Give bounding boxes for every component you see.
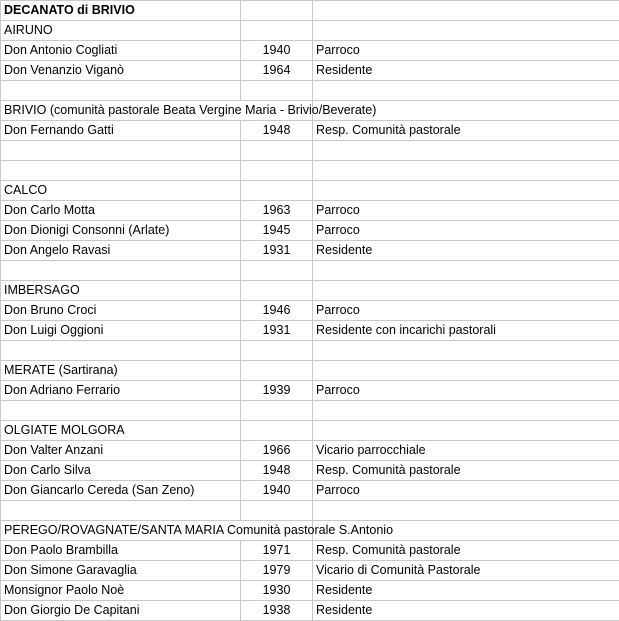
person-role: Resp. Comunità pastorale: [313, 541, 619, 561]
empty-cell: [241, 341, 313, 361]
section-name: CALCO: [1, 181, 241, 201]
section-header-row: [1, 281, 619, 301]
section-name: IMBERSAGO: [1, 281, 241, 301]
birth-year: 1971: [241, 541, 313, 561]
person-name: Don Angelo Ravasi: [1, 241, 241, 261]
person-row: [1, 301, 619, 321]
person-name: Don Venanzio Viganò: [1, 61, 241, 81]
empty-cell: [313, 141, 619, 161]
empty-cell: [1, 261, 241, 281]
person-role: Resp. Comunità pastorale: [313, 461, 619, 481]
person-role: Residente: [313, 241, 619, 261]
empty-cell: [313, 81, 619, 101]
person-name: Don Bruno Croci: [1, 301, 241, 321]
birth-year: 1939: [241, 381, 313, 401]
birth-year: 1946: [241, 301, 313, 321]
person-row: [1, 461, 619, 481]
section-name: MERATE (Sartirana): [1, 361, 241, 381]
empty-cell: [313, 21, 619, 41]
section-header-row: [1, 421, 619, 441]
birth-year: 1940: [241, 41, 313, 61]
section-header-row: [1, 361, 619, 381]
empty-cell: [1, 401, 241, 421]
empty-cell: [313, 161, 619, 181]
empty-cell: [313, 401, 619, 421]
section-name: AIRUNO: [1, 21, 241, 41]
person-row: [1, 601, 619, 621]
empty-cell: [241, 1, 313, 21]
empty-cell: [241, 181, 313, 201]
person-name: Don Dionigi Consonni (Arlate): [1, 221, 241, 241]
person-name: Don Adriano Ferrario: [1, 381, 241, 401]
empty-cell: [241, 21, 313, 41]
empty-cell: [241, 261, 313, 281]
birth-year: 1938: [241, 601, 313, 621]
person-name: Don Carlo Motta: [1, 201, 241, 221]
person-row: [1, 121, 619, 141]
person-row: [1, 561, 619, 581]
section-name: PEREGO/ROVAGNATE/SANTA MARIA Comunità pastorale S.Antonio: [1, 521, 241, 541]
blank-row: [1, 81, 619, 101]
birth-year: 1931: [241, 321, 313, 341]
person-row: [1, 441, 619, 461]
empty-cell: [1, 141, 241, 161]
birth-year: 1948: [241, 461, 313, 481]
person-role: Parroco: [313, 381, 619, 401]
empty-cell: [1, 501, 241, 521]
blank-row: [1, 501, 619, 521]
person-name: Don Carlo Silva: [1, 461, 241, 481]
person-row: [1, 321, 619, 341]
person-row: [1, 221, 619, 241]
person-role: Residente con incarichi pastorali: [313, 321, 619, 341]
blank-row: [1, 141, 619, 161]
person-name: Don Luigi Oggioni: [1, 321, 241, 341]
person-role: Resp. Comunità pastorale: [313, 121, 619, 141]
person-row: [1, 61, 619, 81]
empty-cell: [241, 141, 313, 161]
empty-cell: [241, 401, 313, 421]
person-role: Parroco: [313, 301, 619, 321]
birth-year: 1966: [241, 441, 313, 461]
person-name: Don Fernando Gatti: [1, 121, 241, 141]
empty-cell: [313, 1, 619, 21]
section-header-row: [1, 181, 619, 201]
blank-row: [1, 261, 619, 281]
section-header-row: [1, 21, 619, 41]
person-name: Don Valter Anzani: [1, 441, 241, 461]
blank-row: [1, 161, 619, 181]
person-name: Don Antonio Cogliati: [1, 41, 241, 61]
title-row: [1, 1, 619, 21]
empty-cell: [1, 161, 241, 181]
empty-cell: [313, 281, 619, 301]
empty-cell: [241, 161, 313, 181]
person-role: Parroco: [313, 41, 619, 61]
empty-cell: [313, 421, 619, 441]
empty-cell: [241, 421, 313, 441]
birth-year: 1945: [241, 221, 313, 241]
person-name: Monsignor Paolo Noè: [1, 581, 241, 601]
person-row: [1, 381, 619, 401]
empty-cell: [241, 81, 313, 101]
blank-row: [1, 401, 619, 421]
section-header-row: [1, 101, 619, 121]
birth-year: 1979: [241, 561, 313, 581]
deanery-title: DECANATO di BRIVIO: [1, 1, 241, 21]
person-row: [1, 581, 619, 601]
person-role: Parroco: [313, 221, 619, 241]
person-row: [1, 241, 619, 261]
empty-cell: [313, 361, 619, 381]
person-row: [1, 41, 619, 61]
person-role: Vicario parrocchiale: [313, 441, 619, 461]
section-name: OLGIATE MOLGORA: [1, 421, 241, 441]
birth-year: 1948: [241, 121, 313, 141]
person-role: Parroco: [313, 481, 619, 501]
person-name: Don Paolo Brambilla: [1, 541, 241, 561]
empty-cell: [1, 81, 241, 101]
person-name: Don Giorgio De Capitani: [1, 601, 241, 621]
person-row: [1, 201, 619, 221]
blank-row: [1, 341, 619, 361]
person-role: Parroco: [313, 201, 619, 221]
birth-year: 1940: [241, 481, 313, 501]
person-role: Residente: [313, 581, 619, 601]
section-name: BRIVIO (comunità pastorale Beata Vergine Maria - Brivio/Beverate): [1, 101, 241, 121]
birth-year: 1931: [241, 241, 313, 261]
empty-cell: [313, 501, 619, 521]
empty-cell: [313, 341, 619, 361]
empty-cell: [1, 341, 241, 361]
birth-year: 1963: [241, 201, 313, 221]
empty-cell: [313, 261, 619, 281]
empty-cell: [241, 281, 313, 301]
person-role: Vicario di Comunità Pastorale: [313, 561, 619, 581]
empty-cell: [241, 361, 313, 381]
empty-cell: [313, 181, 619, 201]
empty-cell: [241, 501, 313, 521]
person-name: Don Giancarlo Cereda (San Zeno): [1, 481, 241, 501]
person-row: [1, 481, 619, 501]
person-role: Residente: [313, 61, 619, 81]
birth-year: 1964: [241, 61, 313, 81]
person-row: [1, 541, 619, 561]
birth-year: 1930: [241, 581, 313, 601]
section-header-row: [1, 521, 619, 541]
person-name: Don Simone Garavaglia: [1, 561, 241, 581]
person-role: Residente: [313, 601, 619, 621]
